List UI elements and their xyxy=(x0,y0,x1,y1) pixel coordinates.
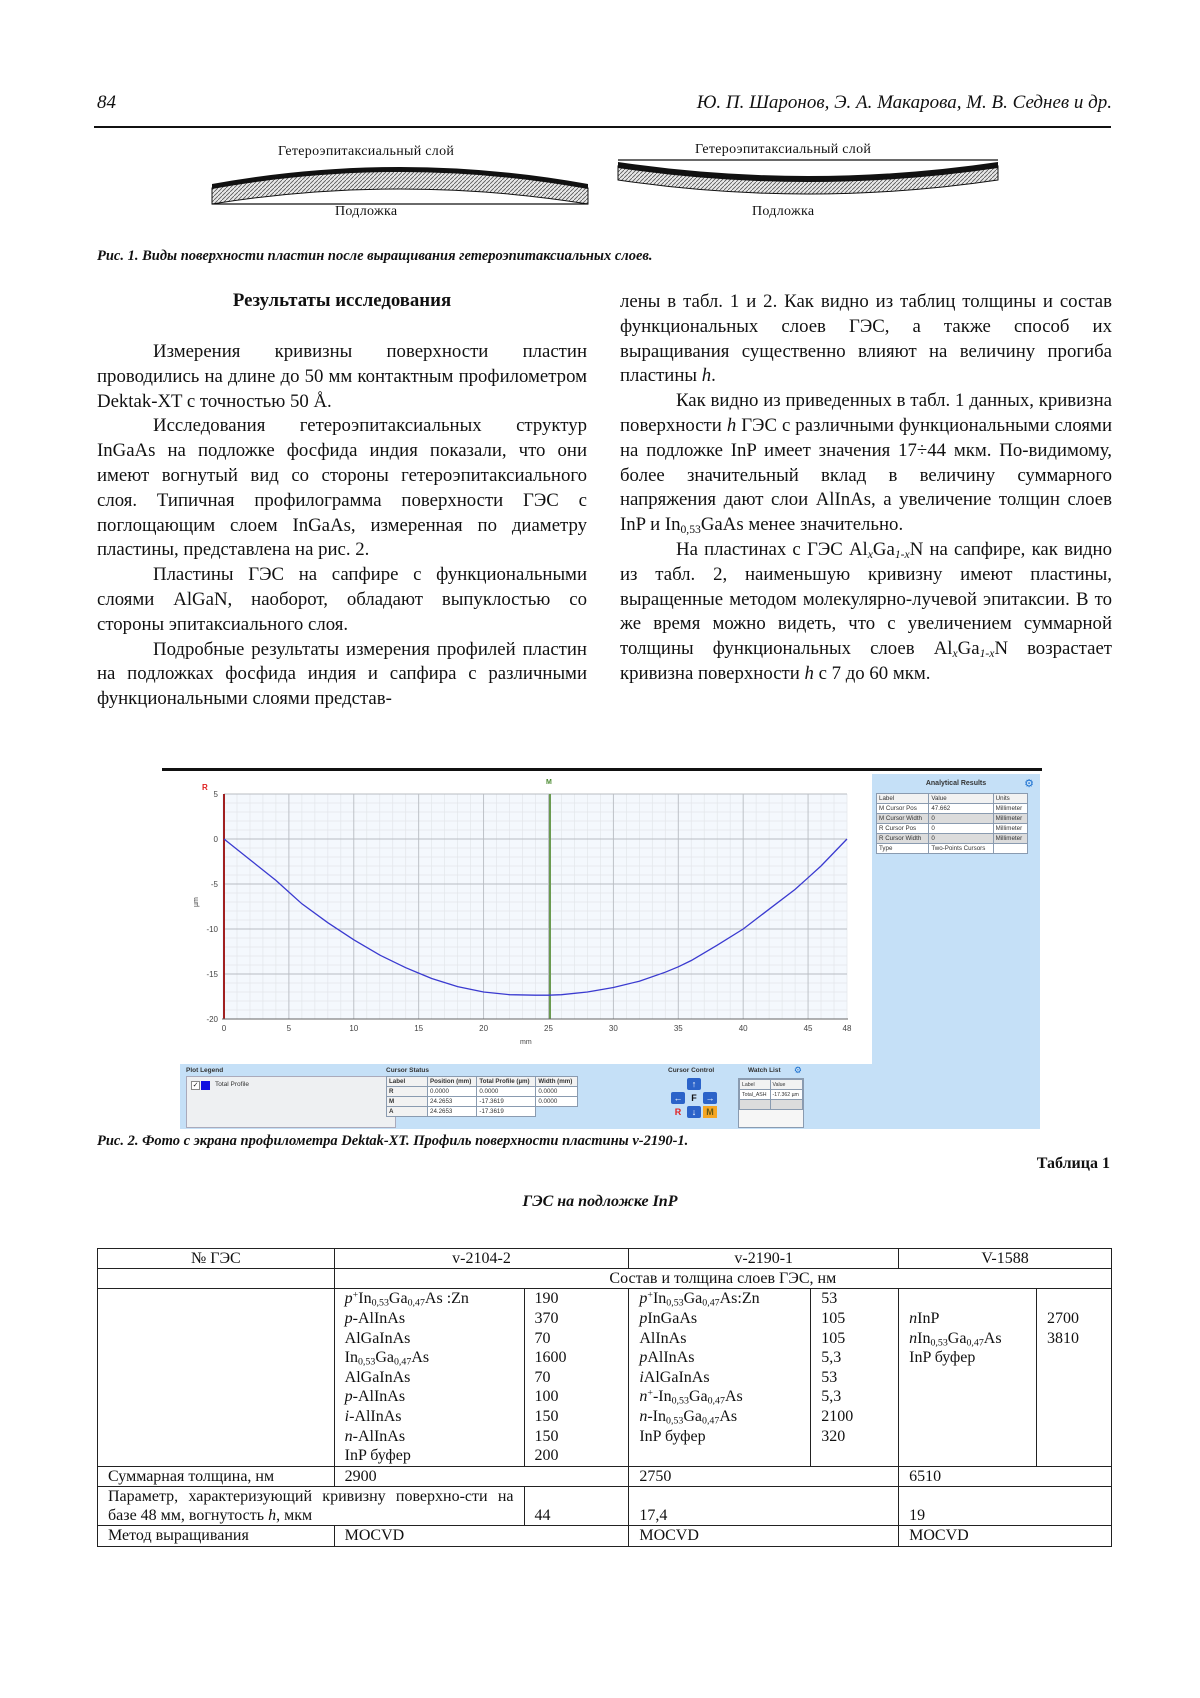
table-row-layers xyxy=(98,1289,1112,1466)
watch-list-panel xyxy=(734,1064,804,1129)
svg-text:48: 48 xyxy=(842,1024,852,1033)
table-row-total: Суммарная толщина, нм 2900 2750 6510 xyxy=(98,1466,1112,1486)
v2104-layers: $p^+In_{0,53}Ga_{0,47}As$ :Zn p-AlInAs AlGaInAs $In_{0,53}Ga_{0,47}As$ AlGaInAs p-AlInAs i-AlInAs n-AlInAs InP буфер xyxy=(334,1289,524,1466)
paragraph: Измерения кривизны поверхности пластин проводились на длине до 50 мм контактным профилометром Dektak-XT с точностью 50 Å. xyxy=(97,341,587,412)
cursor-fit-button[interactable]: F xyxy=(691,1093,697,1103)
v2190-layers: $p^+In_{0,53}Ga_{0,47}As:Zn$ pInGaAs AlInAs pAlInAs iAlGaInAs $n^+-In_{0,53}Ga_{0,47}As$ $n-In_{0,53}Ga_{0,47}As$ InP буфер xyxy=(629,1289,811,1466)
plot-legend xyxy=(186,1076,396,1128)
fig1-left-bottom-label: Подложка xyxy=(335,204,398,219)
col-header-v1588: V-1588 xyxy=(899,1249,1112,1269)
figure-top-rule xyxy=(162,768,1042,771)
legend-item-label: Total Profile xyxy=(215,1081,249,1088)
svg-text:35: 35 xyxy=(673,1024,683,1033)
row-label: Метод выращивания xyxy=(98,1526,335,1546)
table-row-curvature: Параметр, характеризующий кривизну поверхно-сти на базе 48 мм, вогнутость h, мкм 44 17,4 19 xyxy=(98,1486,1112,1525)
table-title: ГЭС на подложке InP xyxy=(522,1193,678,1210)
table-row: M Cursor Width 0 Millimeter xyxy=(877,814,1028,824)
cursor-up-button[interactable]: ↑ xyxy=(687,1078,701,1090)
profile-chart xyxy=(162,772,872,1062)
table-row: R Cursor Width 0 Millimeter xyxy=(877,834,1028,844)
right-column xyxy=(620,290,1112,687)
fig1-right-top-label: Гетероэпитаксиальный слой xyxy=(695,142,872,157)
table-header-row xyxy=(98,1249,1112,1269)
cursor-status-table: Label Position (mm) Total Profile (µm) Width (mm) R 0.0000 0.0000 0.0000 M 24.2653 -17.3619 0.0000 A 24.2653 -17.3619 xyxy=(386,1076,578,1117)
col-header-v2104-2: v-2104-2 xyxy=(334,1249,629,1269)
r-cursor-select-button[interactable]: R xyxy=(674,1107,682,1117)
svg-text:0: 0 xyxy=(213,835,218,844)
settings-gear-icon[interactable]: ⚙ xyxy=(1024,778,1034,790)
m-cursor-select-button[interactable]: M xyxy=(703,1106,717,1118)
svg-text:20: 20 xyxy=(479,1024,489,1033)
x-axis-label: mm xyxy=(520,1039,532,1046)
v2104-thicknesses: 190 370 70 1600 70 100 150 150 200 xyxy=(524,1289,629,1466)
svg-text:25: 25 xyxy=(544,1024,553,1033)
paragraph: Подробные результаты измерения профилей пластин на подложках фосфида индия и сапфира с различными функциональными слоями представ- xyxy=(97,638,587,710)
header-rule xyxy=(94,126,1111,128)
svg-text:45: 45 xyxy=(803,1024,813,1033)
table-number: Таблица 1 xyxy=(1036,1155,1110,1172)
v1588-layers: nInP $nIn_{0,53}Ga_{0,47}As$ InP буфер xyxy=(899,1289,1037,1466)
plot-legend-title: Plot Legend xyxy=(186,1067,224,1074)
table-row: R Cursor Pos 0 Millimeter xyxy=(877,824,1028,834)
row-label: Суммарная толщина, нм xyxy=(98,1466,335,1486)
section-title: Результаты исследования xyxy=(232,290,452,311)
analytical-results-panel xyxy=(872,774,1040,1129)
table-row: R 0.0000 0.0000 0.0000 xyxy=(387,1087,578,1097)
paragraph: Как видно из приведенных в табл. 1 данных, кривизна поверхности h ГЭС с различными функциональными слоями на подложке InP имеет значения 17÷44 мкм. По-видимому, более значительный вклад в величину суммарного напряжения дают слои AlInAs, а увеличение толщин слоев InP и $In_{0,53}GaAs$ менее значительно. xyxy=(620,390,1112,537)
paragraph: лены в табл. 1 и 2. Как видно из таблиц толщины и состав функциональных слоев ГЭС, а также способ их выращивания существенно влияют на величину прогиба пластины h. xyxy=(620,291,1112,387)
table-row: Type Two-Points Cursors xyxy=(877,844,1028,854)
r-cursor-label[interactable]: R xyxy=(202,783,208,792)
paragraph: На пластинах с ГЭС $Al_xGa_{1-x}N$ на сапфире, как видно из табл. 2, наименьшую кривизну имеют пластины, выращенные методом молекулярно-лучевой эпитаксии. В то же время можно видеть, что с увеличением суммарной толщины функциональных слоев $Al_xGa_{1-x}N$ возрастает кривизна поверхности h с 7 до 60 мкм. xyxy=(620,538,1112,684)
col-header-ges-no: № ГЭС xyxy=(98,1249,335,1269)
y-axis-label: µm xyxy=(193,897,200,907)
m-cursor-label[interactable]: M xyxy=(546,779,552,786)
table-row: Total_ASH -17.362 µm xyxy=(740,1090,803,1100)
watch-list-gear-icon[interactable]: ⚙ xyxy=(793,1065,802,1075)
svg-text:15: 15 xyxy=(414,1024,424,1033)
analytical-results-title: Analytical Results xyxy=(925,780,987,787)
concave-wafer-drawing xyxy=(616,158,1000,206)
watch-list-table: Label Value Total_ASH -17.362 µm xyxy=(739,1079,803,1110)
layers-subheader: Состав и толщина слоев ГЭС, нм xyxy=(334,1269,1111,1289)
table-row: A 24.2653 -17.3619 xyxy=(387,1107,578,1117)
svg-text:0: 0 xyxy=(221,1024,227,1033)
table-subheader-row xyxy=(98,1269,1112,1289)
table-row: M Cursor Pos 47.662 Millimeter xyxy=(877,804,1028,814)
table-row: M 24.2653 -17.3619 0.0000 xyxy=(387,1097,578,1107)
cursor-right-button[interactable]: → xyxy=(703,1092,717,1104)
cursor-left-button[interactable]: ← xyxy=(671,1092,685,1104)
legend-checkbox[interactable]: ✓ xyxy=(192,1081,199,1089)
cursor-status-title: Cursor Status xyxy=(386,1067,429,1074)
v2190-thicknesses: 53 105 105 5,3 53 5,3 2100 320 xyxy=(811,1289,899,1466)
svg-text:-15: -15 xyxy=(206,970,218,979)
watch-list-title: Watch List xyxy=(748,1067,781,1074)
fig1-right-bottom-label: Подложка xyxy=(752,204,815,219)
paragraph: Пластины ГЭС на сапфире с функциональными слоями AlGaN, наоборот, обладают выпуклостью со стороны эпитаксиального слоя. xyxy=(97,564,587,635)
v1588-thicknesses: 2700 3810 xyxy=(1037,1289,1112,1466)
cursor-control-title: Cursor Control xyxy=(668,1067,715,1074)
svg-text:5: 5 xyxy=(286,1024,292,1033)
profile-plot xyxy=(162,772,872,1062)
col-header-v2190-1: v-2190-1 xyxy=(629,1249,899,1269)
fig1-left-top-label: Гетероэпитаксиальный слой xyxy=(278,144,455,159)
legend-color-swatch xyxy=(201,1081,210,1090)
figure-1-caption: Рис. 1. Виды поверхности пластин после выращивания гетероэпитаксиальных слоев. xyxy=(97,248,653,264)
analytical-results-table: Label Value Units M Cursor Pos 47.662 Millimeter M Cursor Width 0 Millimeter R Cursor Pos 0 Millimeter R Cursor Width 0 Millimeter Type Two-Points Cursors xyxy=(876,793,1028,854)
svg-text:10: 10 xyxy=(349,1024,359,1033)
profilometer-screenshot xyxy=(162,768,1042,1130)
cursor-down-button[interactable]: ↓ xyxy=(687,1106,701,1118)
svg-text:5: 5 xyxy=(213,790,218,799)
svg-text:-20: -20 xyxy=(206,1015,218,1024)
paragraph: Исследования гетероэпитаксиальных структур InGaAs на подложке фосфида индия показали, что они имеют вогнутый вид со стороны гетероэпитаксиального слоя. Типичная профилограмма поверхности ГЭС с поглощающим слоем InGaAs, измеренная по диаметру пластины, представлена на рис. 2. xyxy=(97,415,587,561)
svg-text:30: 30 xyxy=(608,1024,618,1033)
left-column xyxy=(97,340,587,712)
figure-2-caption: Рис. 2. Фото с экрана профилометра Dektak-XT. Профиль поверхности пластины v-2190-1. xyxy=(97,1133,689,1149)
svg-text:-10: -10 xyxy=(206,925,218,934)
running-head-authors: Ю. П. Шаронов, Э. А. Макарова, М. В. Седнев и др. xyxy=(696,92,1112,113)
table-row-method: Метод выращивания MOCVD MOCVD MOCVD xyxy=(98,1526,1112,1546)
page-number: 84 xyxy=(97,92,116,113)
svg-text:-5: -5 xyxy=(210,880,218,889)
convex-wafer-drawing xyxy=(210,160,590,208)
row-label: Параметр, характеризующий кривизну поверхно-сти на базе 48 мм, вогнутость h, мкм xyxy=(98,1486,525,1525)
figure-1 xyxy=(190,144,1125,224)
svg-text:40: 40 xyxy=(738,1024,748,1033)
table-1 xyxy=(97,1248,1112,1547)
